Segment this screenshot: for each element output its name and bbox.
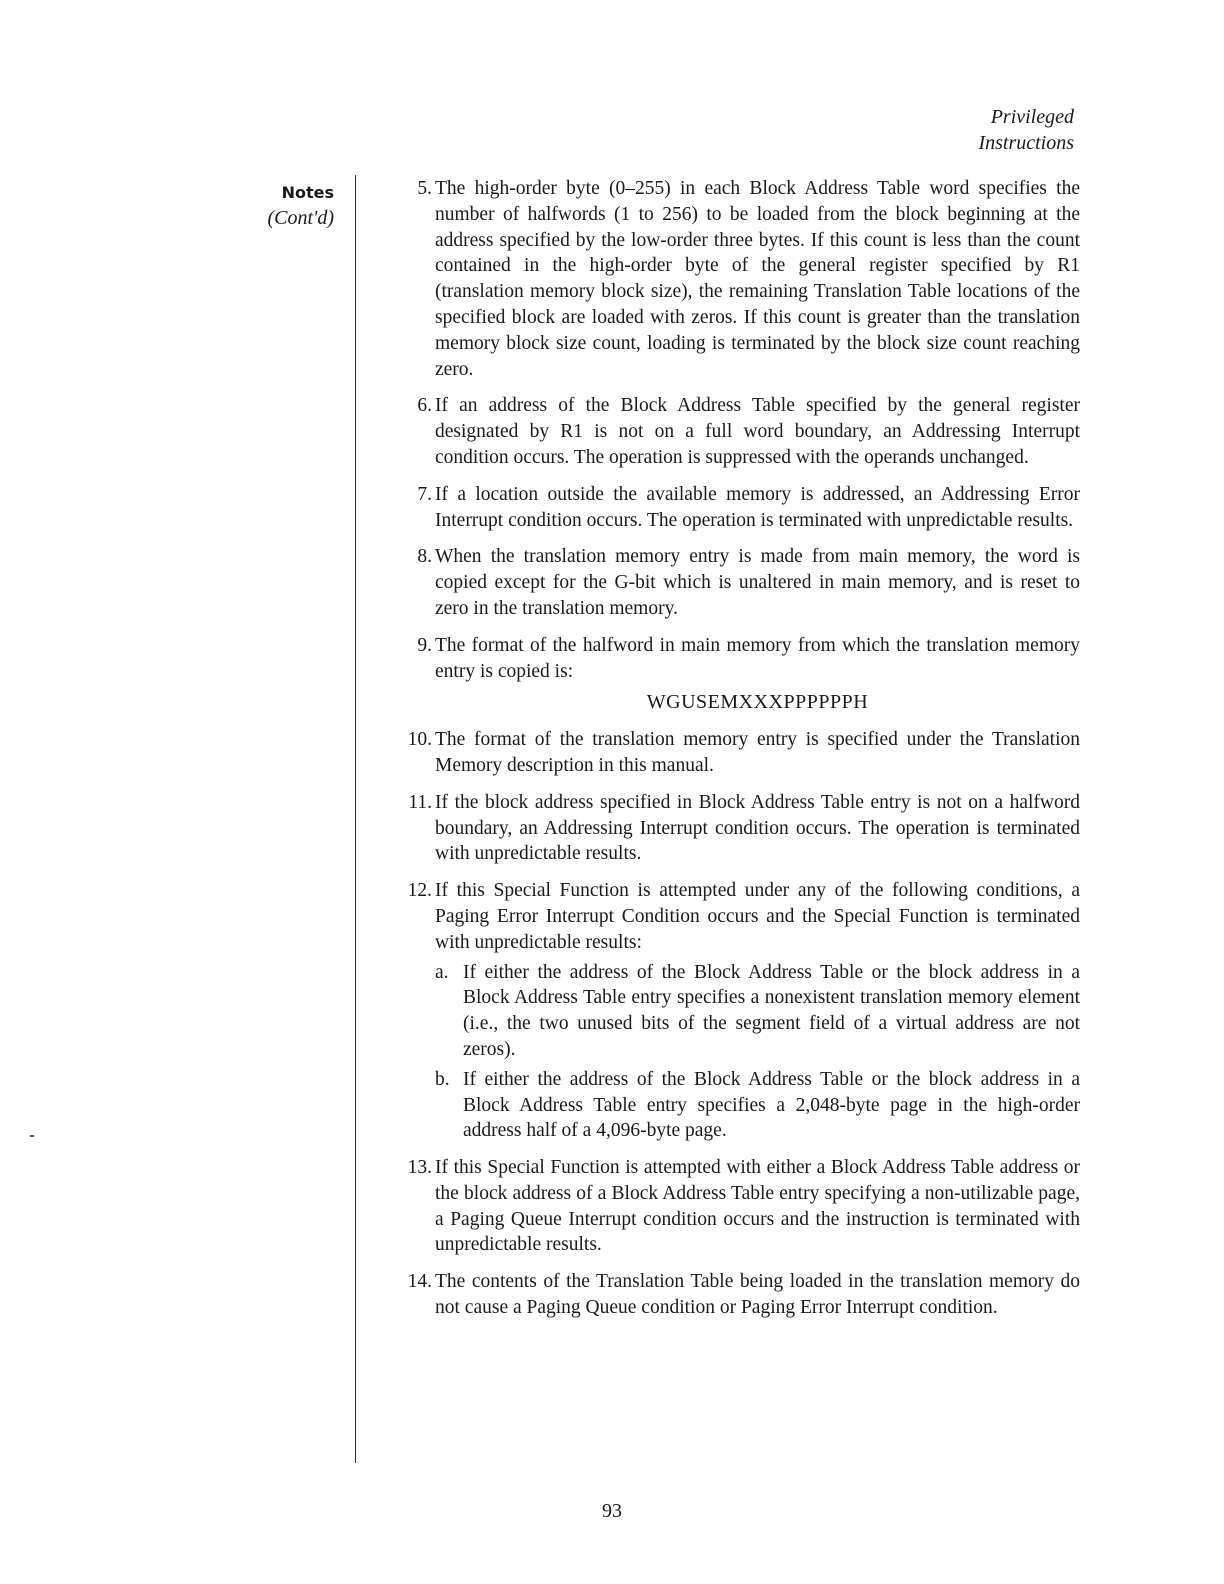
page-number: 93 — [602, 1500, 622, 1522]
note-number: 14. — [407, 1271, 432, 1293]
note-number: 12. — [407, 880, 432, 902]
note-item — [390, 1155, 1080, 1258]
note-text: If the block address specified in Block Address Table entry is not on a halfword boundary, an Addressing Interrupt condition occurs. The operation is terminated with unpredictable results. — [435, 791, 1080, 865]
running-head-line-2: Instructions — [978, 132, 1074, 154]
note-number: 5. — [417, 178, 432, 199]
note-text: If an address of the Block Address Table specified by the general register designated by R1 is not on a full word boundary, an Addressing Interrupt condition occurs. The operation is suppressed with the operands unchanged. — [435, 395, 1080, 468]
sub-item — [435, 960, 1080, 1063]
margin-mark — [30, 1135, 34, 1137]
note-text: The format of the translation memory entry is specified under the Translation Memory description in this manual. — [435, 729, 1080, 776]
note-item — [390, 1269, 1080, 1321]
note-number: 10. — [407, 729, 432, 751]
note-text: The high-order byte (0–255) in each Block Address Table word specifies the number of halfwords (1 to 256) to be loaded from the block beginning at the address specified by the low-order three bytes. If this count is less than the count contained in the high-order byte of the general register specified by R1 (translation memory block size), the remaining Translation Table locations of the specified block are loaded with zeros. If this count is greater than the translation memory block size count, loading is terminated by the block size count reaching zero. — [435, 178, 1080, 380]
note-number: 13. — [407, 1157, 432, 1179]
note-body — [435, 633, 1080, 716]
note-item — [390, 633, 1080, 716]
running-head-line-1: Privileged — [990, 106, 1074, 128]
note-item — [390, 790, 1080, 867]
note-text: If this Special Function is attempted under any of the following conditions, a Paging Error Interrupt Condition occurs and the Special Function is terminated with unpredictable results: — [435, 880, 1080, 953]
note-text: When the translation memory entry is made from main memory, the word is copied except for the G-bit which is unaltered in main memory, and is reset to zero in the translation memory. — [435, 546, 1080, 619]
sub-item-text: If either the address of the Block Address Table or the block address in a Block Address Table entry specifies a nonexistent translation memory element (i.e., the two unused bits of the segment field of a virtual address are not zeros). — [463, 961, 1080, 1060]
sub-item-text: If either the address of the Block Address Table or the block address in a Block Address Table entry specifies a 2,048-byte page in the high-order address half of a 4,096-byte page. — [463, 1068, 1080, 1142]
note-text: The format of the halfword in main memory from which the translation memory entry is copied is: — [435, 634, 1080, 682]
side-notes-label — [200, 181, 334, 231]
note-item — [390, 482, 1080, 534]
notes-subtitle: (Cont'd) — [267, 207, 334, 229]
note-number: 6. — [417, 395, 432, 417]
note-text: If a location outside the available memory is addressed, an Addressing Error Interrupt condition occurs. The operation is terminated with unpredictable results. — [435, 483, 1080, 531]
sub-item-letter: b. — [435, 1068, 450, 1090]
notes-list — [390, 176, 1080, 1332]
sub-item-letter: a. — [435, 961, 449, 983]
note-text: If this Special Function is attempted with either a Block Address Table address or the block address of a Block Address Table entry specifying a non-utilizable page, a Paging Queue Interrupt condition occurs and the instruction is terminated with unpredictable results. — [435, 1157, 1080, 1256]
note-item — [390, 544, 1080, 621]
halfword-format-code: WGUSEMXXXPPPPPPH — [646, 691, 869, 714]
note-item — [390, 176, 1080, 382]
running-head — [978, 104, 1074, 156]
note-text: The contents of the Translation Table being loaded in the translation memory do not cause a Paging Queue condition or Paging Error Interrupt condition. — [435, 1271, 1080, 1319]
note-number: 7. — [417, 483, 432, 505]
note-number: 9. — [417, 634, 432, 656]
note-item — [390, 393, 1080, 470]
note-item — [390, 878, 1080, 1144]
vertical-rule — [355, 175, 356, 1463]
note-number: 11. — [408, 791, 432, 813]
notes-title: Notes — [281, 183, 334, 202]
note-body — [435, 878, 1080, 1144]
sub-item — [435, 1067, 1080, 1144]
note-number: 8. — [417, 546, 432, 568]
note-item — [390, 727, 1080, 779]
